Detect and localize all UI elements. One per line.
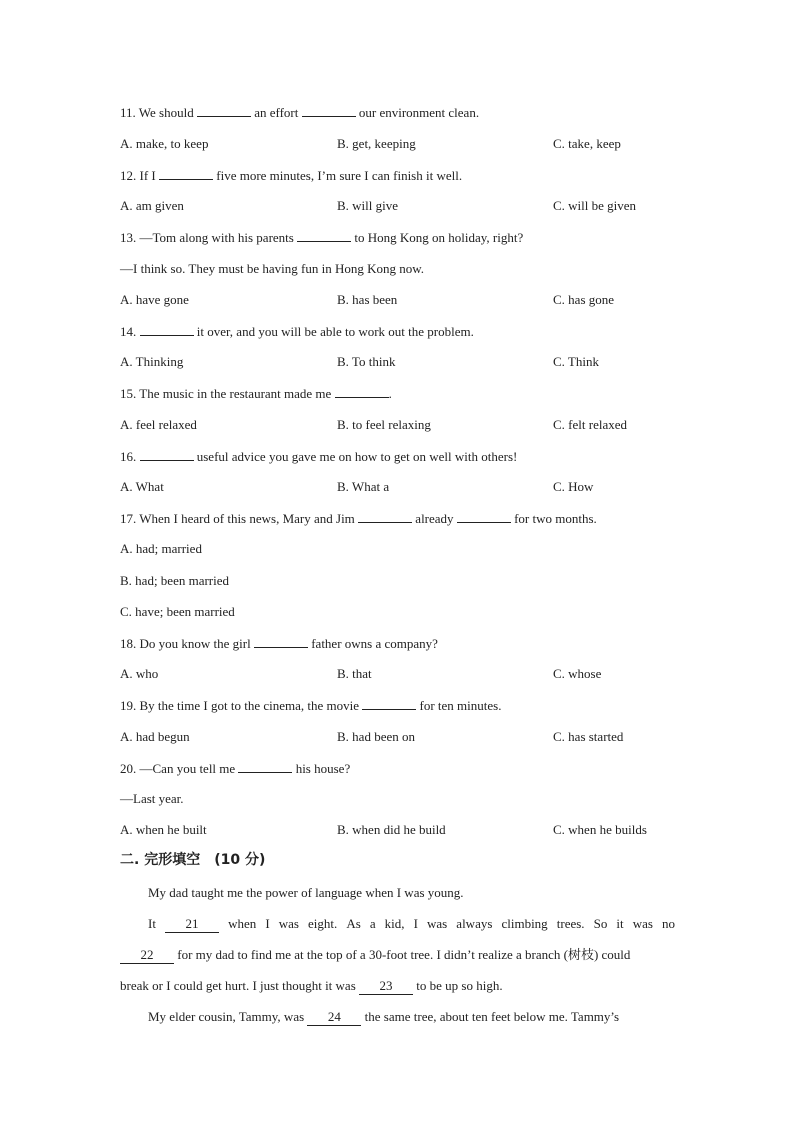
passage-text: My elder cousin, Tammy, was (148, 1009, 308, 1024)
question-text: for ten minutes. (416, 698, 502, 713)
question-text: our environment clean. (355, 105, 480, 120)
question-text: 17. When I heard of this news, Mary and Jim (120, 511, 359, 526)
passage-word: trees. (556, 916, 585, 931)
option-b: B. when did he build (337, 822, 446, 837)
option-c: C. has started (553, 729, 624, 744)
question-20-dialogue: —Last year. (120, 791, 184, 806)
passage-text: the same tree, about ten feet below me. Tammy’s (361, 1009, 620, 1024)
passage-word: was (278, 916, 299, 931)
passage-word: was (632, 916, 653, 931)
option-b: B. to feel relaxing (337, 417, 431, 432)
option-c: C. How (553, 479, 594, 494)
option-c: C. whose (553, 666, 602, 681)
answer-blank (358, 510, 412, 523)
option-b: B. What a (337, 479, 390, 494)
option-a: A. am given (120, 198, 184, 213)
question-text: . (388, 386, 392, 401)
passage-paragraph-2-line-1 (148, 916, 675, 933)
question-text: 13. —Tom along with his parents (120, 230, 298, 245)
question-text: it over, and you will be able to work out the problem. (193, 324, 474, 339)
option-b: B. has been (337, 292, 398, 307)
question-12-stem (120, 167, 462, 184)
passage-word: climbing (501, 916, 548, 931)
question-text: already (412, 511, 457, 526)
option-c: C. when he builds (553, 822, 647, 837)
passage-word: a (369, 916, 376, 931)
answer-blank (159, 167, 213, 180)
cloze-blank-21: 21 (165, 916, 219, 933)
option-a: A. who (120, 666, 159, 681)
option-c: C. take, keep (553, 136, 621, 151)
question-13-dialogue: —I think so. They must be having fun in Hong Kong now. (120, 261, 425, 276)
question-text: 20. —Can you tell me (120, 761, 239, 776)
passage-paragraph-3 (148, 1009, 675, 1026)
question-17-stem (120, 510, 597, 527)
option-b: B. had been on (337, 729, 415, 744)
question-11-stem (120, 104, 479, 121)
passage-paragraph-1: My dad taught me the power of language when I was young. (148, 885, 464, 900)
option-a: A. had begun (120, 729, 190, 744)
option-b: B. To think (337, 354, 396, 369)
passage-paragraph-2-line-3 (120, 978, 675, 995)
option-b: B. will give (337, 198, 399, 213)
option-c: C. felt relaxed (553, 417, 627, 432)
passage-word: It (148, 916, 156, 931)
passage-word: it (616, 916, 624, 931)
section-heading: 二. 完形填空 (10 分) (120, 852, 266, 868)
question-text: father owns a company? (307, 636, 438, 651)
question-text: 12. If I (120, 168, 159, 183)
option-b: B. had; been married (120, 573, 230, 588)
option-c: C. will be given (553, 198, 637, 213)
option-a: A. Thinking (120, 354, 184, 369)
question-text: an effort (250, 105, 302, 120)
passage-word: I (265, 916, 270, 931)
passage-word: no (661, 916, 675, 931)
option-c: C. Think (553, 354, 599, 369)
answer-blank (302, 104, 356, 117)
answer-blank (335, 385, 389, 398)
cloze-blank-23: 23 (359, 978, 413, 995)
option-a: A. make, to keep (120, 136, 209, 151)
answer-blank (457, 510, 511, 523)
cloze-blank-24: 24 (307, 1009, 361, 1026)
question-text: 16. (120, 449, 140, 464)
question-18-stem (120, 635, 438, 652)
question-19-stem (120, 697, 501, 714)
passage-word: when (228, 916, 257, 931)
cloze-blank-22: 22 (120, 947, 174, 964)
option-b: B. get, keeping (337, 136, 416, 151)
question-15-stem (120, 385, 392, 402)
answer-blank (140, 323, 194, 336)
passage-word: eight. (308, 916, 338, 931)
option-c: C. has gone (553, 292, 615, 307)
question-text: 19. By the time I got to the cinema, the movie (120, 698, 363, 713)
answer-blank (254, 635, 308, 648)
option-a: A. feel relaxed (120, 417, 197, 432)
question-13-stem (120, 229, 523, 246)
passage-text: for my dad to find me at the top of a 30-foot tree. I didn’t realize a branch (树枝) could (174, 947, 631, 962)
answer-blank (140, 448, 194, 461)
answer-blank (362, 697, 416, 710)
passage-word: So (593, 916, 608, 931)
passage-word: As (346, 916, 361, 931)
passage-word: I (413, 916, 418, 931)
option-b: B. that (337, 666, 372, 681)
question-text: to Hong Kong on holiday, right? (351, 230, 524, 245)
passage-word: always (456, 916, 493, 931)
option-c: C. have; been married (120, 604, 235, 619)
question-text: 14. (120, 324, 140, 339)
question-text: five more minutes, I’m sure I can finish it well. (213, 168, 463, 183)
answer-blank (238, 760, 292, 773)
answer-blank (197, 104, 251, 117)
question-text: 18. Do you know the girl (120, 636, 254, 651)
question-16-stem (120, 448, 517, 465)
passage-paragraph-2-line-2 (120, 947, 675, 964)
question-text: 15. The music in the restaurant made me (120, 386, 335, 401)
answer-blank (297, 229, 351, 242)
passage-text: break or I could get hurt. I just thought it was (120, 978, 360, 993)
question-text: his house? (292, 761, 351, 776)
question-text: for two months. (510, 511, 597, 526)
question-20-stem (120, 760, 350, 777)
question-14-stem (120, 323, 474, 340)
option-a: A. What (120, 479, 164, 494)
question-text: useful advice you gave me on how to get on well with others! (193, 449, 518, 464)
option-a: A. when he built (120, 822, 207, 837)
question-text: 11. We should (120, 105, 197, 120)
option-a: A. have gone (120, 292, 189, 307)
passage-word: kid, (384, 916, 405, 931)
option-a: A. had; married (120, 541, 202, 556)
passage-word: was (427, 916, 448, 931)
passage-text: to be up so high. (413, 978, 503, 993)
